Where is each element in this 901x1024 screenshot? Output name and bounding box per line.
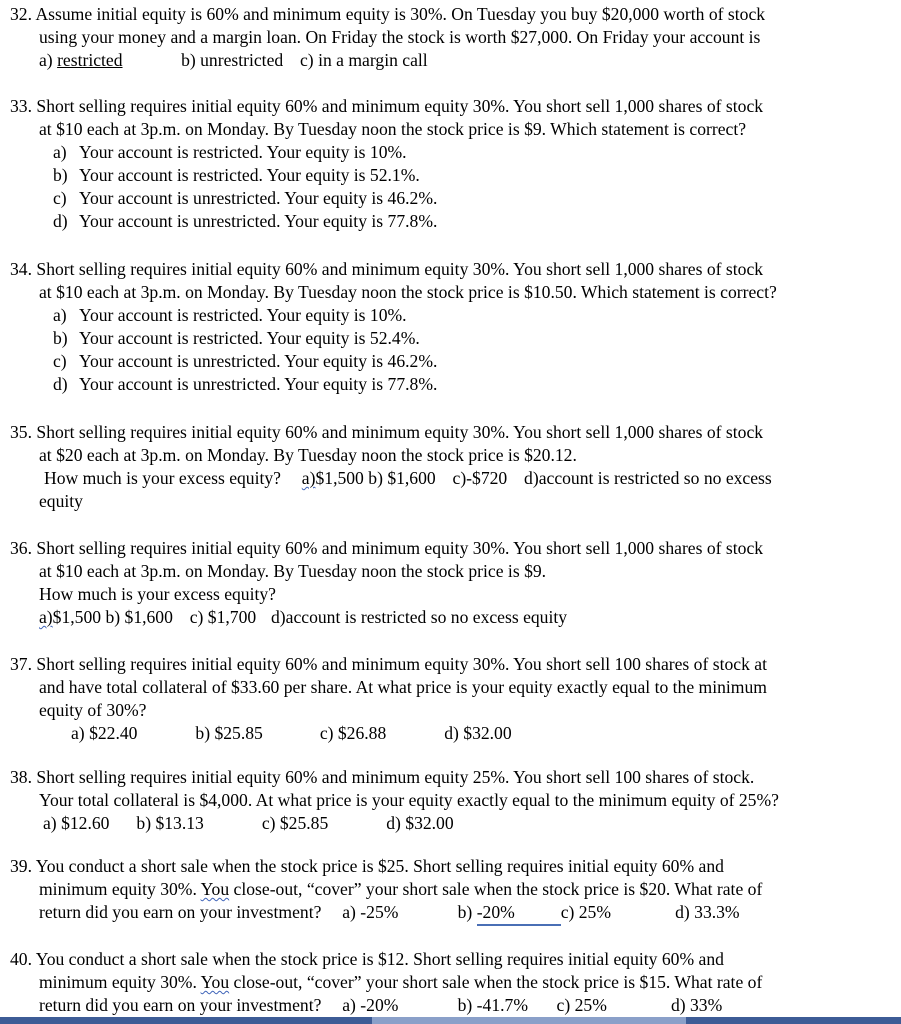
answer-b-value: -20%: [476, 902, 515, 922]
answer-b-underlined: [505, 994, 557, 1019]
question-37-line-3: [10, 699, 895, 722]
option-text: Your account is unrestricted. Your equity is 77.8%.: [79, 211, 438, 231]
answer-a: a) -25%: [342, 902, 399, 922]
question-36-answers: [10, 606, 895, 629]
option-letter: a): [53, 142, 67, 162]
option-text: Your account is restricted. Your equity is 52.4%.: [79, 328, 420, 348]
question-text: Short selling requires initial equity 60% and minimum equity 30%. You short sell 1,000 shares of stock: [36, 422, 764, 442]
answer-a: $1,500: [315, 468, 364, 488]
question-40: [10, 948, 895, 1017]
question-text: return did you earn on your investment?: [39, 995, 322, 1015]
question-number: 40.: [10, 949, 32, 969]
option-text: Your account is unrestricted. Your equity is 46.2%.: [79, 188, 438, 208]
spellcheck-word: You: [200, 972, 230, 992]
question-39-line-2: [10, 878, 895, 901]
bottom-edge-segment: [0, 1017, 372, 1024]
question-text: You conduct a short sale when the stock price is $25. Short selling requires initial equity 60% and: [35, 856, 724, 876]
question-40-line-1: [10, 948, 895, 971]
question-text: using your money and a margin loan. On Friday the stock is worth $27,000. On Friday your account is: [39, 27, 761, 47]
answer-a-underlined: [57, 49, 181, 72]
option-b: [10, 164, 895, 187]
option-text: Your account is restricted. Your equity is 10%.: [79, 142, 407, 162]
question-35-answers: [10, 467, 895, 490]
question-37-line-1: [10, 653, 895, 676]
question-text: close-out, “cover” your short sale when the stock price is $20. What rate of: [229, 879, 763, 899]
question-35-line-1: [10, 421, 895, 444]
question-37: [10, 653, 895, 745]
question-34-line-2: [10, 281, 895, 304]
question-text: Short selling requires initial equity 60% and minimum equity 30%. You short sell 1,000 shares of stock: [36, 259, 764, 279]
question-38: [10, 766, 895, 835]
answer-d: d) 33%: [670, 995, 723, 1015]
answer-d: d) $32.00: [444, 723, 512, 743]
question-32-line-2: [10, 26, 895, 49]
question-number: 38.: [10, 767, 32, 787]
option-b: [10, 327, 895, 350]
question-number: 36.: [10, 538, 32, 558]
answer-b: b) unrestricted: [181, 50, 284, 70]
option-letter: b): [53, 328, 68, 348]
answer-a: a) -20%: [342, 995, 399, 1015]
option-letter: c): [53, 351, 67, 371]
question-number: 33.: [10, 96, 32, 116]
question-37-line-2: [10, 676, 895, 699]
answer-a-letter: a): [301, 468, 316, 488]
question-33-line-1: [10, 95, 895, 118]
answer-c: c) $26.88: [319, 723, 387, 743]
answer-d: d) $32.00: [386, 813, 454, 833]
question-text: Short selling requires initial equity 60% and minimum equity 30%. You short sell 1,000 shares of stock: [36, 538, 764, 558]
question-text: at $10 each at 3p.m. on Monday. By Tuesday noon the stock price is $10.50. Which statement is correct?: [39, 282, 777, 302]
question-35-line-2: [10, 444, 895, 467]
answer-a-letter: a): [39, 50, 58, 70]
answer-b-value: 7%: [504, 995, 528, 1015]
question-text: at $10 each at 3p.m. on Monday. By Tuesday noon the stock price is $9. Which statement is correct?: [39, 119, 747, 139]
question-text: Assume initial equity is 60% and minimum equity is 30%. On Tuesday you buy $20,000 worth of stock: [35, 4, 766, 24]
option-text: Your account is unrestricted. Your equity is 77.8%.: [79, 374, 438, 394]
question-40-line-2: [10, 971, 895, 994]
question-35: [10, 421, 895, 513]
question-32-answers: [10, 49, 895, 72]
question-number: 37.: [10, 654, 32, 674]
answer-c: c) $1,700: [189, 607, 257, 627]
question-40-answers: [10, 994, 895, 1017]
answer-b: b) $13.13: [136, 813, 204, 833]
question-36-line-1: [10, 537, 895, 560]
option-c: [10, 350, 895, 373]
option-text: Your account is restricted. Your equity is 10%.: [79, 305, 407, 325]
option-d: [10, 210, 895, 233]
answer-b-letter: b): [457, 902, 477, 922]
option-text: Your account is unrestricted. Your equity is 46.2%.: [79, 351, 438, 371]
answer-c: c) $25.85: [261, 813, 329, 833]
option-a: [10, 141, 895, 164]
answer-c: c) in a margin call: [300, 50, 428, 70]
question-text: close-out, “cover” your short sale when the stock price is $15. What rate of: [229, 972, 763, 992]
option-letter: d): [53, 374, 68, 394]
question-36: [10, 537, 895, 629]
question-text: Your total collateral is $4,000. At what price is your equity exactly equal to the minimum equity of 25%?: [39, 790, 779, 810]
answer-a: a) $12.60: [43, 813, 110, 833]
answer-d: d)account is restricted so no excess: [524, 468, 772, 488]
question-number: 32.: [10, 4, 32, 24]
question-38-answers: [10, 812, 895, 835]
answer-d: d) 33.3%: [675, 902, 740, 922]
option-letter: c): [53, 188, 67, 208]
option-letter: d): [53, 211, 68, 231]
answer-b: b) $25.85: [195, 723, 263, 743]
option-text: Your account is restricted. Your equity is 52.1%.: [79, 165, 420, 185]
question-36-line-2: [10, 560, 895, 583]
question-text: Short selling requires initial equity 60% and minimum equity 30%. You short sell 1,000 shares of stock: [36, 96, 764, 116]
question-text: return did you earn on your investment?: [39, 902, 322, 922]
answer-c: c) 25%: [556, 995, 607, 1015]
question-39-line-1: [10, 855, 895, 878]
answer-b: b) $1,600: [368, 468, 436, 488]
question-35-line-4: [10, 490, 895, 513]
option-a: [10, 304, 895, 327]
answer-a-letter: a): [39, 607, 53, 627]
question-text: You conduct a short sale when the stock price is $12. Short selling requires initial equity 60% and: [35, 949, 724, 969]
question-37-answers: [10, 722, 895, 745]
question-text: minimum equity 30%.: [39, 879, 201, 899]
answer-b-underlined: [477, 901, 561, 926]
question-38-line-1: [10, 766, 895, 789]
question-33-line-2: [10, 118, 895, 141]
question-text: and have total collateral of $33.60 per share. At what price is your equity exactly equal to the minimum: [39, 677, 767, 697]
option-letter: b): [53, 165, 68, 185]
question-34: [10, 258, 895, 396]
window-bottom-edge: [0, 1017, 901, 1024]
question-text: minimum equity 30%.: [39, 972, 201, 992]
answer-b: b) $1,600: [105, 607, 173, 627]
question-text: Short selling requires initial equity 60% and minimum equity 25%. You short sell 100 shares of stock.: [36, 767, 755, 787]
answer-d-wrap: equity: [39, 491, 83, 511]
answer-c: c) 25%: [560, 902, 612, 922]
answer-c: c)-$720: [452, 468, 508, 488]
option-d: [10, 373, 895, 396]
question-text: equity of 30%?: [39, 700, 147, 720]
answer-a: $1,500: [52, 607, 102, 627]
question-text: at $20 each at 3p.m. on Monday. By Tuesday noon the stock price is $20.12.: [39, 445, 577, 465]
question-32: [10, 3, 895, 72]
answer-a: a) $22.40: [71, 723, 138, 743]
question-36-line-3: [10, 583, 895, 606]
bottom-edge-segment: [686, 1017, 901, 1024]
spellcheck-word: You: [200, 879, 230, 899]
question-text: at $10 each at 3p.m. on Monday. By Tuesday noon the stock price is $9.: [39, 561, 547, 581]
question-38-line-2: [10, 789, 895, 812]
answer-b-letter: b) -41.: [457, 995, 505, 1015]
question-32-line-1: [10, 3, 895, 26]
option-letter: a): [53, 305, 67, 325]
answer-d: d)account is restricted so no excess equity: [270, 607, 568, 627]
question-39: [10, 855, 895, 924]
question-34-line-1: [10, 258, 895, 281]
question-number: 34.: [10, 259, 32, 279]
question-39-answers: [10, 901, 895, 924]
question-prompt: How much is your excess equity?: [44, 468, 281, 488]
question-33: [10, 95, 895, 233]
option-c: [10, 187, 895, 210]
answer-a-text: restricted: [57, 50, 123, 70]
question-prompt: How much is your excess equity?: [39, 584, 276, 604]
question-text: Short selling requires initial equity 60% and minimum equity 30%. You short sell 100 shares of stock at: [36, 654, 767, 674]
question-number: 35.: [10, 422, 32, 442]
question-number: 39.: [10, 856, 32, 876]
